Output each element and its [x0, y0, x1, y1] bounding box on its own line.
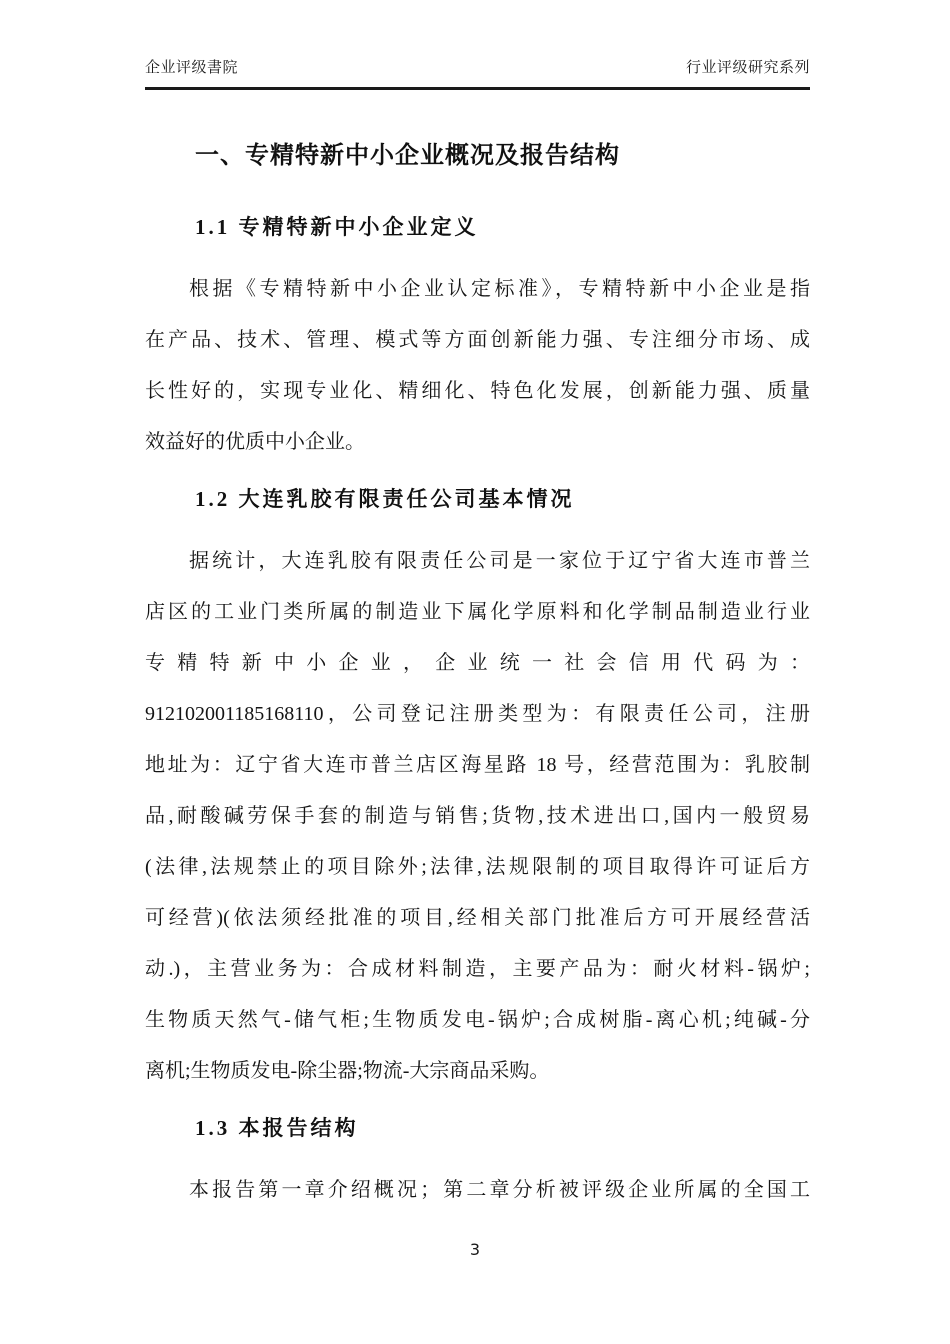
body-line: 据统计，大连乳胶有限责任公司是一家位于辽宁省大连市普兰 [189, 550, 810, 572]
body-line: 效益好的优质中小企业。 [145, 431, 365, 453]
paragraph-report-structure [145, 1165, 810, 1216]
header-rule [145, 87, 810, 90]
page-footer [0, 1240, 950, 1259]
chapter-title: 一、专精特新中小企业概况及报告结构 [195, 143, 620, 169]
body-line: 店区的工业门类所属的制造业下属化学原料和化学制品制造业行业 [145, 601, 810, 623]
paragraph-definition [145, 264, 810, 468]
header-left-text: 企业评级書院 [145, 60, 239, 76]
page-number: 3 [469, 1240, 481, 1259]
paragraph-company-profile [145, 536, 810, 1097]
body-line: 生物质天然气-储气柜;生物质发电-锅炉;合成树脂-离心机;纯碱-分 [145, 1009, 810, 1031]
body-line: 可经营)(依法须经批准的项目,经相关部门批准后方可开展经营活 [145, 907, 810, 929]
body-line: (法律,法规禁止的项目除外;法律,法规限制的项目取得许可证后方 [145, 856, 810, 878]
page-header [145, 58, 810, 78]
body-line: 根据《专精特新中小企业认定标准》，专精特新中小企业是指 [189, 278, 810, 300]
body-line: 本报告第一章介绍概况；第二章分析被评级企业所属的全国工 [189, 1179, 810, 1201]
header-right-text: 行业评级研究系列 [685, 60, 810, 76]
section-title-1-1: 1.1 专精特新中小企业定义 [195, 215, 479, 239]
body-line: 离机;生物质发电-除尘器;物流-大宗商品采购。 [145, 1060, 550, 1082]
section-title-1-2: 1.2 大连乳胶有限责任公司基本情况 [195, 487, 575, 511]
body-line: 专精特新中小企业，企业统一社会信用代码为： [145, 652, 810, 674]
section-title-1-3: 1.3 本报告结构 [195, 1116, 359, 1140]
body-line: 在产品、技术、管理、模式等方面创新能力强、专注细分市场、成 [145, 329, 810, 351]
body-line: 动.)，主营业务为：合成材料制造，主要产品为：耐火材料-锅炉; [145, 958, 810, 980]
body-line: 地址为：辽宁省大连市普兰店区海星路 18 号，经营范围为：乳胶制 [145, 754, 810, 776]
body-line: 长性好的，实现专业化、精细化、特色化发展，创新能力强、质量 [145, 380, 810, 402]
body-line: 品,耐酸碱劳保手套的制造与销售;货物,技术进出口,国内一般贸易 [145, 805, 810, 827]
body-line: 912102001185168110，公司登记注册类型为：有限责任公司，注册 [145, 703, 810, 725]
